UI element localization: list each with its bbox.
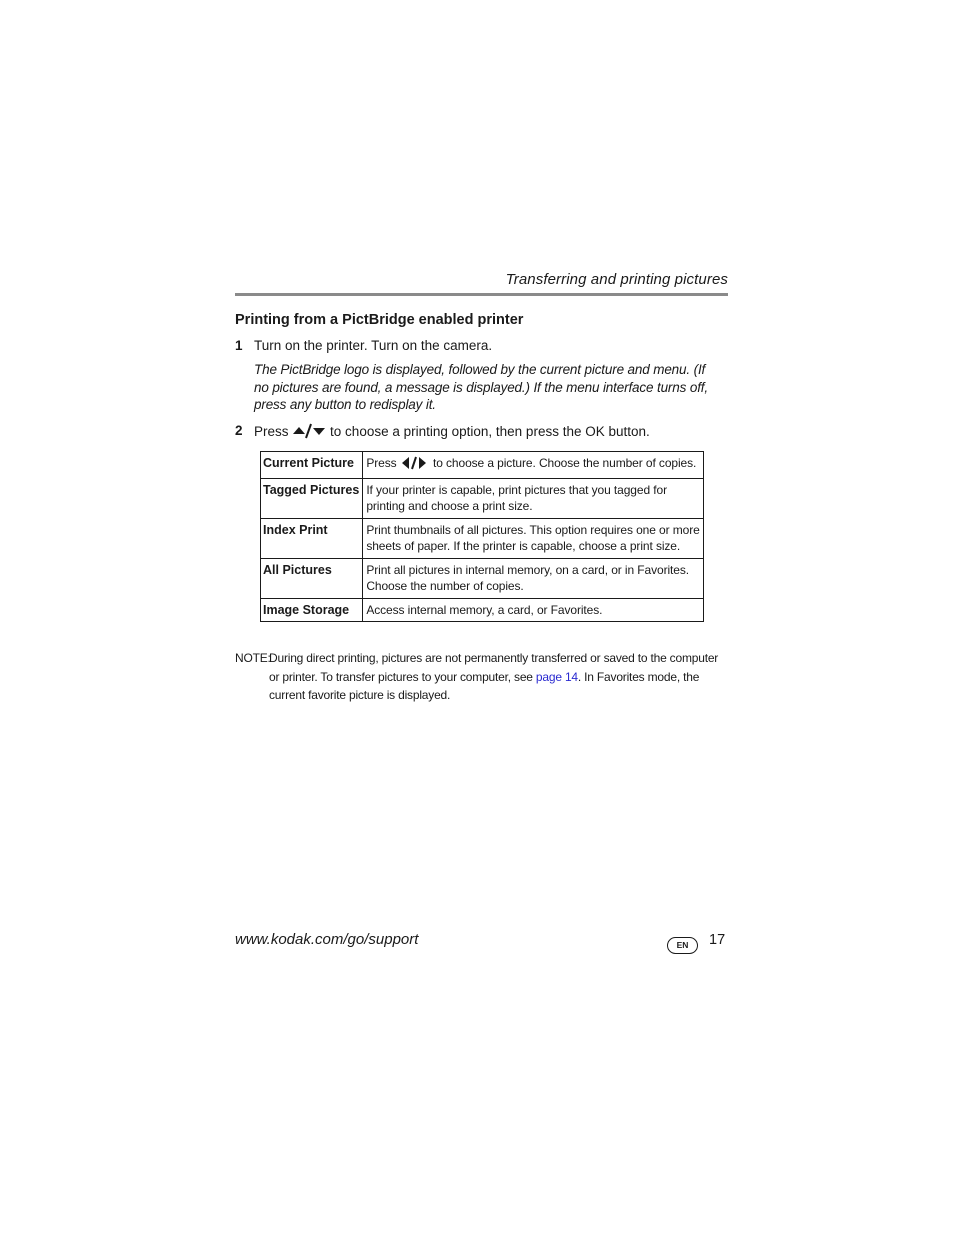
- option-name: Index Print: [261, 518, 363, 558]
- step-number: 2: [235, 423, 243, 438]
- option-name: Tagged Pictures: [261, 478, 363, 518]
- table-row: [261, 558, 704, 598]
- table-row: [261, 478, 704, 518]
- desc-before: Press: [366, 456, 397, 470]
- note-text-before: During direct printing, pictures are not permanently transferred or saved to the computer or printer. To transfer pictures to your computer, see: [269, 651, 719, 684]
- section-title: Printing from a PictBridge enabled printer: [235, 312, 524, 328]
- step-1-note: The PictBridge logo is displayed, followed by the current picture and menu. (If no pictures are found, a message is displayed.) If the menu interface turns off, press any button to redisplay it.: [254, 362, 709, 412]
- option-name: Current Picture: [261, 452, 363, 479]
- option-description: Access internal memory, a card, or Favorites.: [363, 598, 704, 622]
- note-label: NOTE:: [235, 651, 271, 665]
- page-link[interactable]: page 14: [535, 669, 578, 684]
- support-url[interactable]: www.kodak.com/go/support: [235, 931, 419, 948]
- desc-after: to choose a picture. Choose the number of copies.: [432, 456, 697, 470]
- step-text: [254, 423, 650, 442]
- step-text: Turn on the printer. Turn on the camera.: [254, 338, 493, 353]
- option-name: Image Storage: [261, 598, 363, 622]
- step-number: 1: [235, 338, 243, 353]
- option-description: [363, 452, 704, 479]
- note-text-after: . In Favorites mode, the current favorite picture is displayed.: [269, 669, 700, 702]
- left-right-arrow-icon: [400, 456, 430, 475]
- note-block: [235, 649, 730, 705]
- up-down-arrow-icon: [292, 423, 326, 442]
- option-description: Print all pictures in internal memory, on a card, or in Favorites. Choose the number of copies.: [363, 558, 704, 598]
- table-row: [261, 518, 704, 558]
- step-text-after: to choose a printing option, then press the OK button.: [330, 424, 650, 439]
- option-description: If your printer is capable, print pictures that you tagged for printing and choose a print size.: [363, 478, 704, 518]
- table-row: [261, 452, 704, 479]
- header-rule: [235, 293, 728, 296]
- running-header-title: Transferring and printing pictures: [505, 271, 728, 288]
- language-badge: EN: [667, 937, 698, 954]
- note-body: [269, 649, 730, 705]
- print-options-table: [260, 451, 704, 622]
- page-number: 17: [709, 932, 726, 948]
- table-row: [261, 598, 704, 622]
- step-text-before: Press: [254, 424, 289, 439]
- option-name: All Pictures: [261, 558, 363, 598]
- option-description: Print thumbnails of all pictures. This option requires one or more sheets of paper. If the printer is capable, choose a print size.: [363, 518, 704, 558]
